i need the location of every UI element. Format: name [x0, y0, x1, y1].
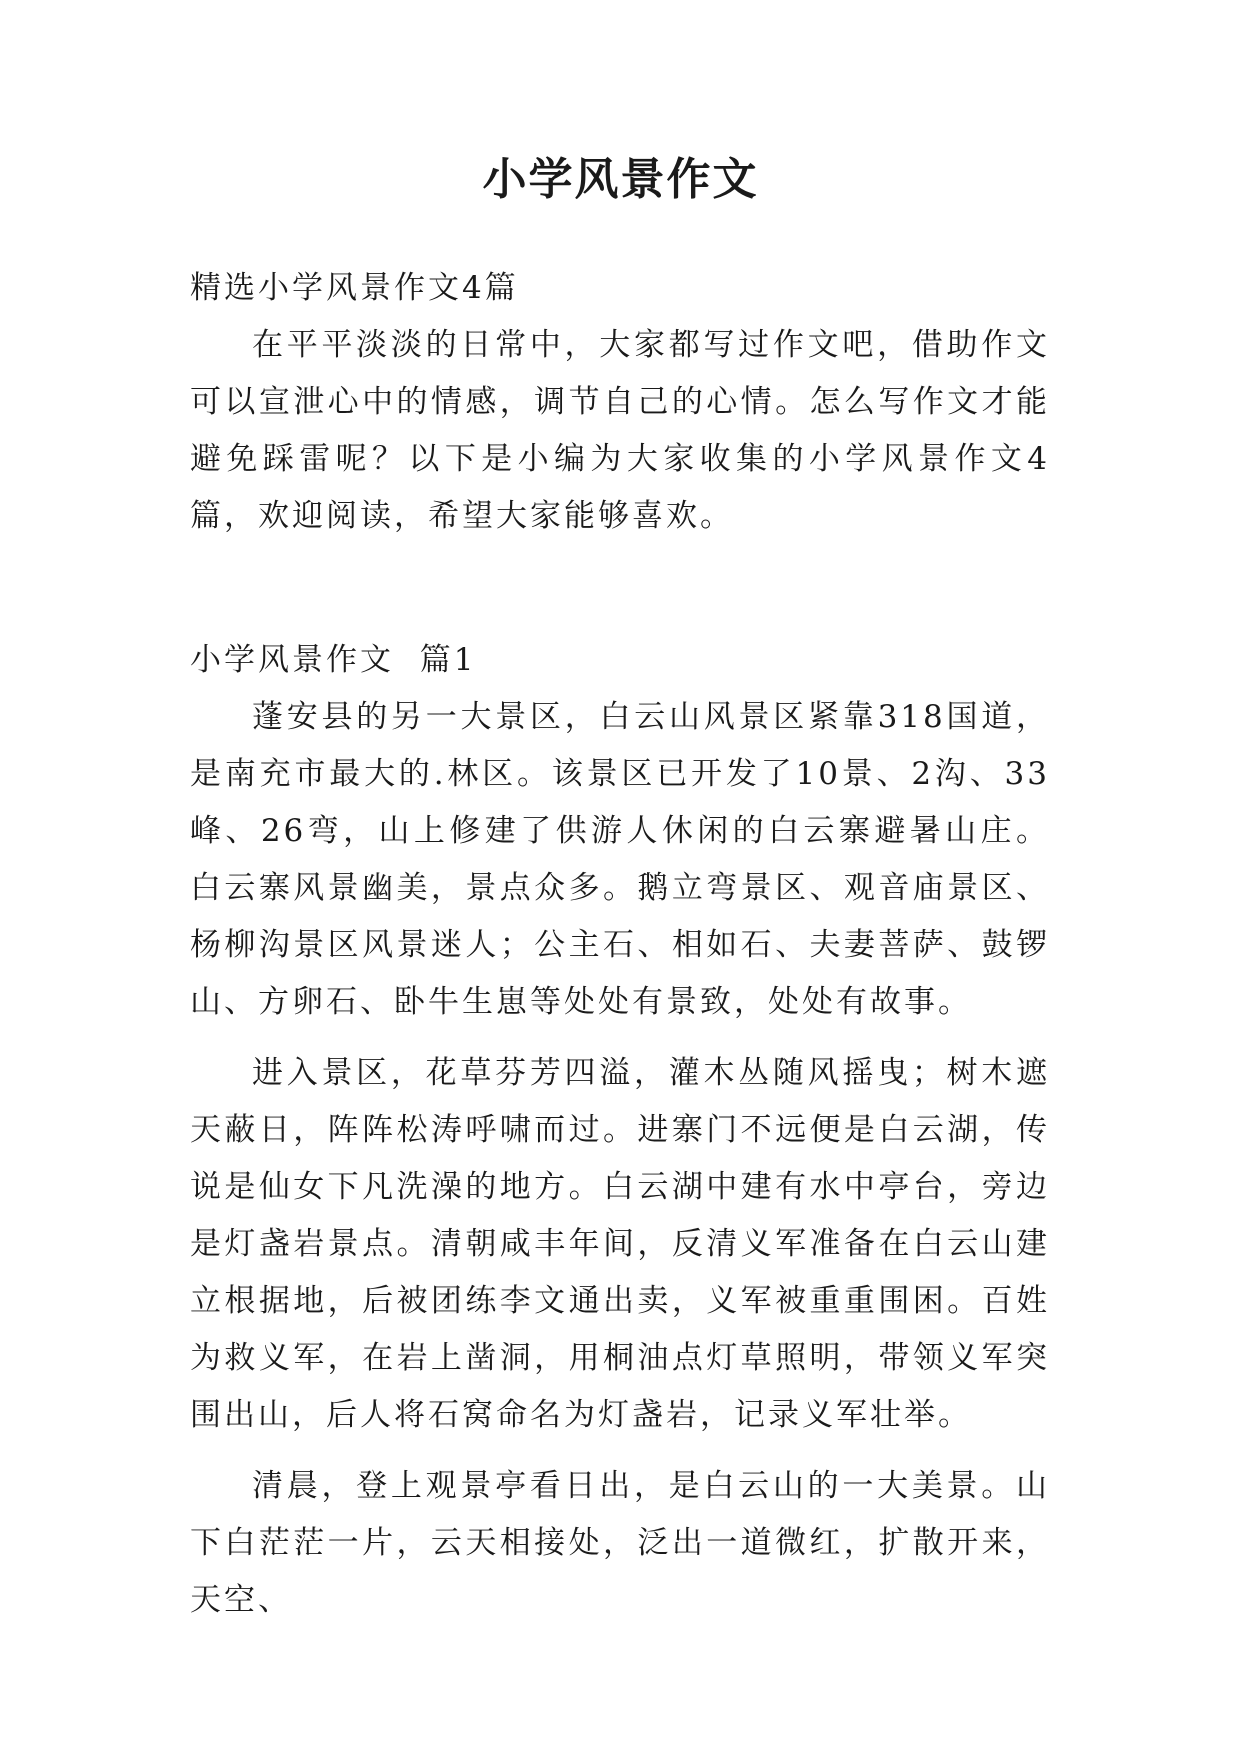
section-1 [190, 632, 1050, 1629]
document-subtitle: 精选小学风景作文4篇 [190, 270, 519, 306]
section-1-paragraph-1: 蓬安县的另一大景区，白云山风景区紧靠318国道，是南充市最大的.林区。该景区已开发了10景、2沟、33峰、26弯，山上修建了供游人休闲的白云寨避暑山庄。白云寨风景幽美，景点众多。鹅立弯景区、观音庙景区、杨柳沟景区风景迷人；公主石、相如石、夫妻菩萨、鼓锣山、方卵石、卧牛生崽等处处有景致，处处有故事。 [190, 699, 1050, 1020]
document-title: 小学风景作文 [482, 154, 759, 205]
section-1-paragraph-2: 进入景区，花草芬芳四溢，灌木丛随风摇曳；树木遮天蔽日，阵阵松涛呼啸而过。进寨门不远便是白云湖，传说是仙女下凡洗澡的地方。白云湖中建有水中亭台，旁边是灯盏岩景点。清朝咸丰年间，反清义军准备在白云山建立根据地，后被团练李文通出卖，义军被重重围困。百姓为救义军，在岩上凿洞，用桐油点灯草照明，带领义军突围出山，后人将石窝命名为灯盏岩，记录义军壮举。 [190, 1055, 1050, 1433]
intro-block [190, 260, 1050, 545]
section-1-paragraph-3: 清晨，登上观景亭看日出，是白云山的一大美景。山下白茫茫一片，云天相接处，泛出一道微红，扩散开来，天空、 [190, 1468, 1050, 1618]
section-1-heading: 小学风景作文 篇1 [190, 642, 477, 678]
intro-paragraph: 在平平淡淡的日常中，大家都写过作文吧，借助作文可以宣泄心中的情感，调节自己的心情。怎么写作文才能避免踩雷呢？以下是小编为大家收集的小学风景作文4篇，欢迎阅读，希望大家能够喜欢。 [190, 327, 1050, 534]
